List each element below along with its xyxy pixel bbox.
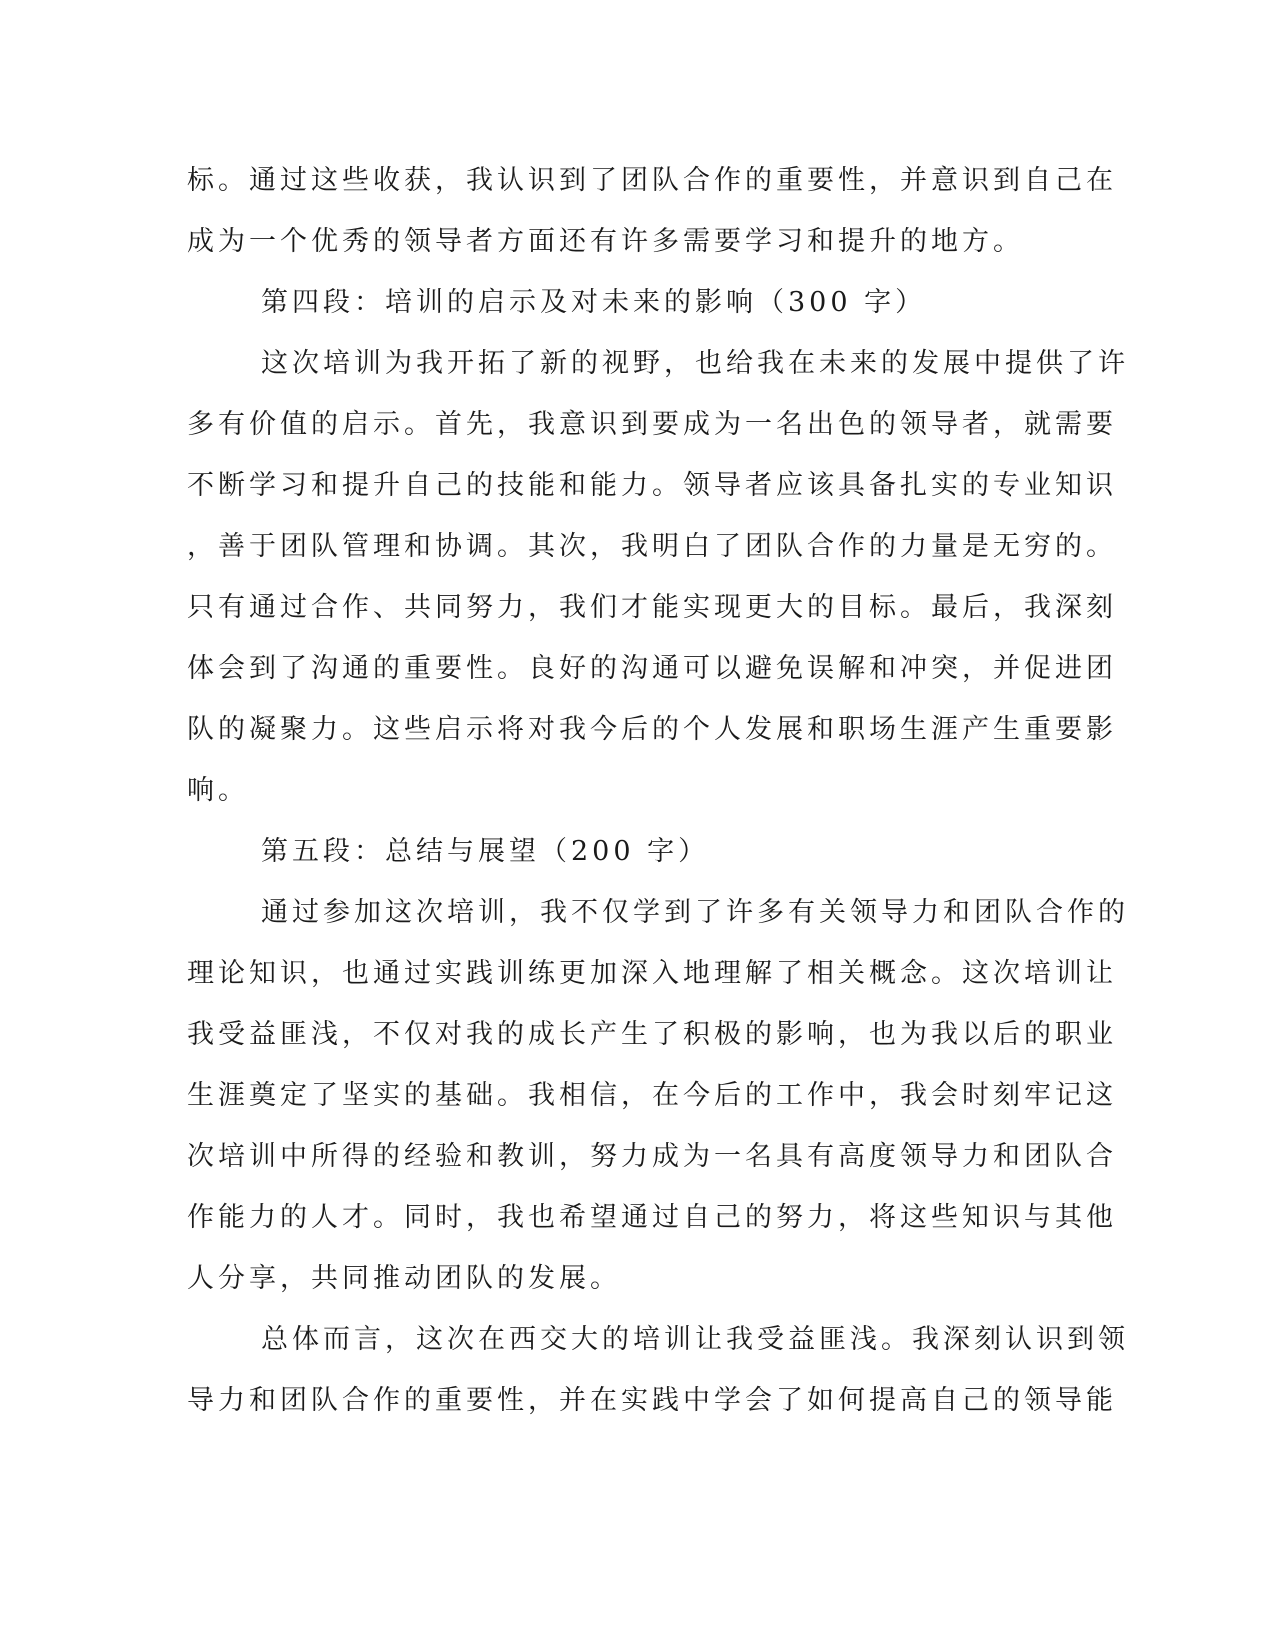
text-line: 次培训中所得的经验和教训，努力成为一名具有高度领导力和团队合 — [187, 1141, 1117, 1172]
text-line: 人分享，共同推动团队的发展。 — [187, 1263, 621, 1294]
text-line: 我受益匪浅，不仅对我的成长产生了积极的影响，也为我以后的职业 — [187, 1019, 1117, 1050]
text-line: 理论知识，也通过实践训练更加深入地理解了相关概念。这次培训让 — [187, 958, 1117, 989]
text-line: 队的凝聚力。这些启示将对我今后的个人发展和职场生涯产生重要影 — [187, 714, 1117, 745]
section-heading: 第五段：总结与展望（200 字） — [261, 836, 710, 867]
text-line: 总体而言，这次在西交大的培训让我受益匪浅。我深刻认识到领 — [261, 1324, 1129, 1355]
text-line: 生涯奠定了坚实的基础。我相信，在今后的工作中，我会时刻牢记这 — [187, 1080, 1117, 1111]
text-line: 导力和团队合作的重要性，并在实践中学会了如何提高自己的领导能 — [187, 1385, 1117, 1416]
section-heading: 第四段：培训的启示及对未来的影响（300 字） — [261, 287, 927, 318]
text-line: 这次培训为我开拓了新的视野，也给我在未来的发展中提供了许 — [261, 348, 1129, 379]
document-body — [187, 150, 1129, 1431]
text-line: 不断学习和提升自己的技能和能力。领导者应该具备扎实的专业知识 — [187, 470, 1117, 501]
text-line: 只有通过合作、共同努力，我们才能实现更大的目标。最后，我深刻 — [187, 592, 1117, 623]
text-line: 通过参加这次培训，我不仅学到了许多有关领导力和团队合作的 — [261, 897, 1129, 928]
text-line: ，善于团队管理和协调。其次，我明白了团队合作的力量是无穷的。 — [187, 531, 1117, 562]
text-line: 体会到了沟通的重要性。良好的沟通可以避免误解和冲突，并促进团 — [187, 653, 1117, 684]
text-line: 响。 — [187, 775, 249, 806]
text-line: 成为一个优秀的领导者方面还有许多需要学习和提升的地方。 — [187, 226, 1024, 257]
text-line: 作能力的人才。同时，我也希望通过自己的努力，将这些知识与其他 — [187, 1202, 1117, 1233]
text-line: 多有价值的启示。首先，我意识到要成为一名出色的领导者，就需要 — [187, 409, 1117, 440]
text-line: 标。通过这些收获，我认识到了团队合作的重要性，并意识到自己在 — [187, 165, 1117, 196]
